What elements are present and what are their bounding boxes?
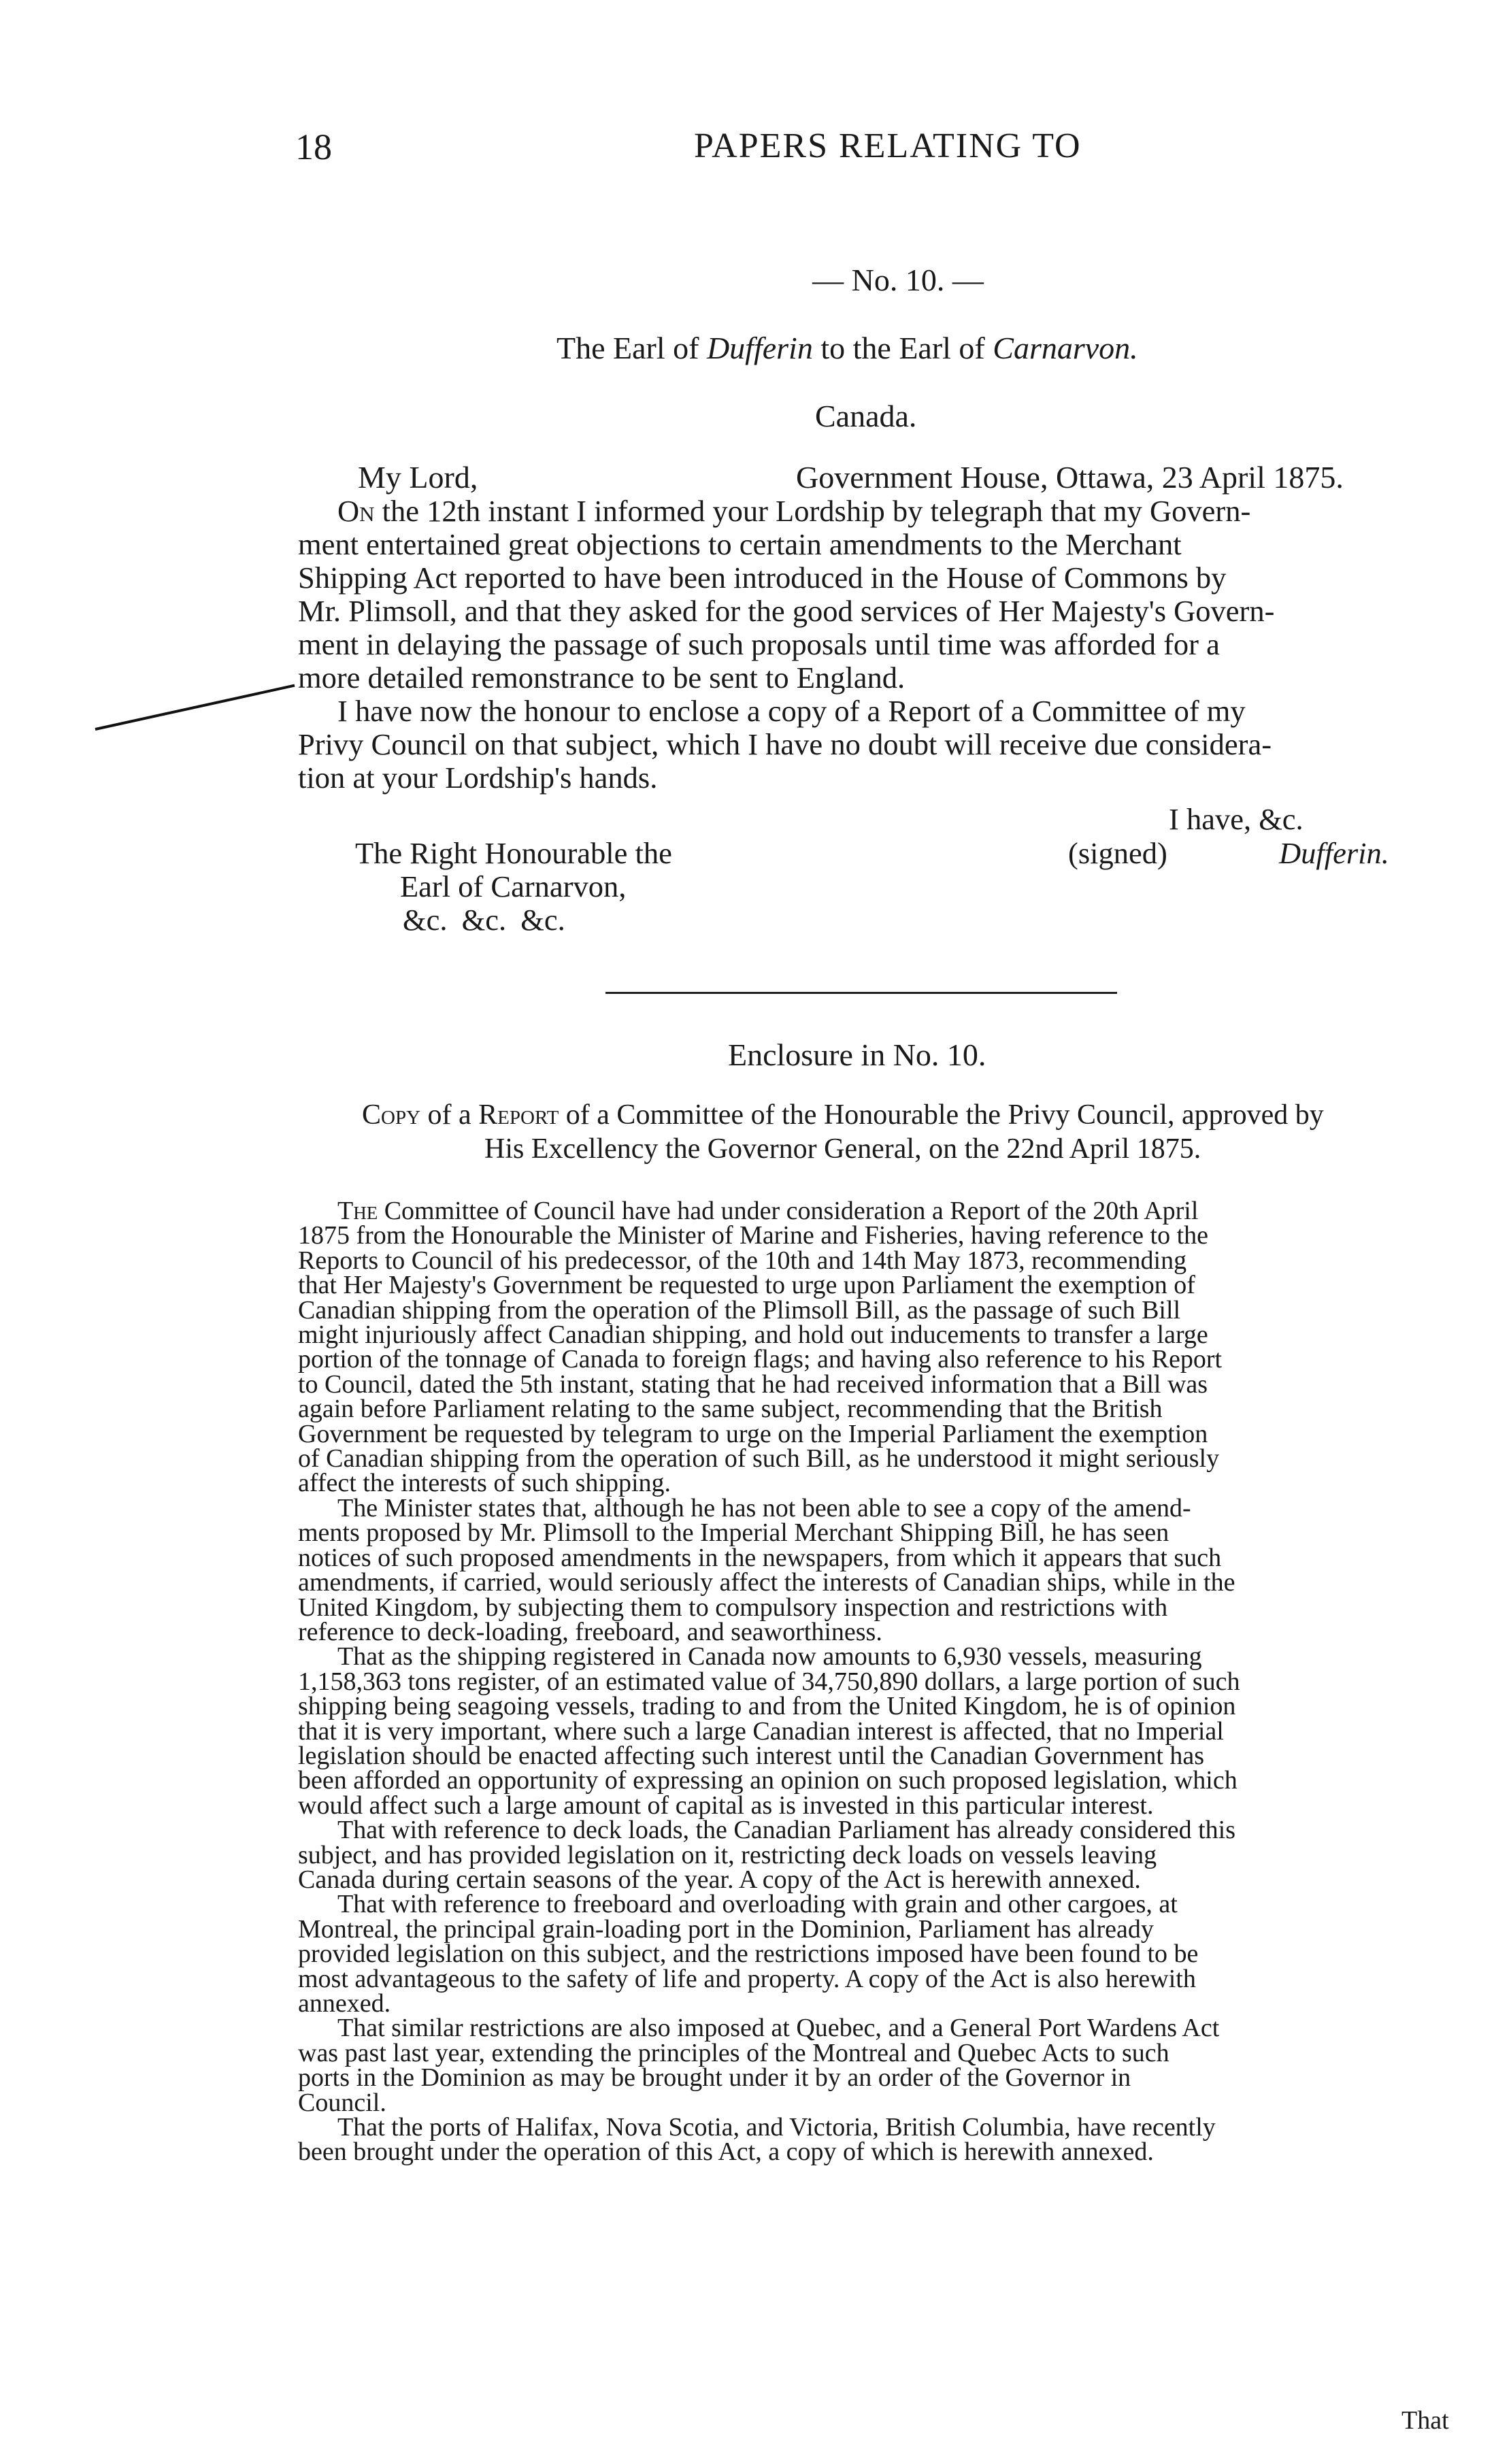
text-line: The Committee of Council have had under consideration a Report of the 20th April (337, 1197, 1199, 1225)
enclosure-caption-line-2: His Excellency the Governor General, on the 22nd April 1875. (484, 1133, 1201, 1165)
signature: Dufferin. (1279, 836, 1389, 870)
enclosure-body (298, 1199, 1458, 2165)
enclosure-title: Enclosure in No. 10. (728, 1037, 986, 1072)
text-line: again before Parliament relating to the same subject, recommending that the British (298, 1395, 1163, 1424)
margin-pen-mark (95, 684, 295, 731)
text-line: that it is very important, where such a large Canadian interest is affected, that no Imperial (298, 1716, 1224, 1746)
caption-of-a: of a (427, 1099, 471, 1131)
signed-label: (signed) (1068, 836, 1167, 870)
text-line: portion of the tonnage of Canada to foreign flags; and having also reference to his Report (298, 1345, 1223, 1374)
text-line: would affect such a large amount of capital as is invested in this particular interest. (298, 1791, 1154, 1820)
text-line: Reports to Council of his predecessor, of the 10th and 14th May 1873, recommending (298, 1246, 1187, 1275)
text-line: ments proposed by Mr. Plimsoll to the Imperial Merchant Shipping Bill, he has seen (298, 1518, 1169, 1548)
text-line: The Minister states that, although he has not been able to see a copy of the amend- (337, 1493, 1191, 1522)
text-line: Mr. Plimsoll, and that they asked for the good services of Her Majesty's Govern- (298, 594, 1275, 628)
heading-mid: to the Earl of (812, 331, 993, 365)
text-line: United Kingdom, by subjecting them to compulsory inspection and restrictions with (298, 1593, 1168, 1622)
caption-copy: Copy (362, 1099, 421, 1131)
text-line: ment entertained great objections to certain amendments to the Merchant (298, 527, 1182, 561)
caption-rest: of a Committee of the Honourable the Privy Council, approved by (565, 1099, 1324, 1131)
text-line: subject, and has provided legislation on it, restricting deck loads on vessels leaving (298, 1840, 1157, 1869)
text-line: most advantageous to the safety of life and property. A copy of the Act is also herewith (298, 1964, 1196, 1993)
letter-number: — No. 10. — (812, 263, 984, 297)
text-line: provided legislation on this subject, and the restrictions imposed have been found to be (298, 1939, 1199, 1969)
enclosure-caption-line-1 (362, 1099, 1324, 1131)
text-line: Montreal, the principal grain-loading port in the Dominion, Parliament has already (298, 1914, 1154, 1944)
text-line: 1875 from the Honourable the Minister of Marine and Fisheries, having reference to the (298, 1221, 1209, 1250)
text-line: That the ports of Halifax, Nova Scotia, and Victoria, British Columbia, have recently (337, 2113, 1216, 2142)
text-line: ment in delaying the passage of such proposals until time was afforded for a (298, 627, 1220, 661)
text-line: was past last year, extending the principles of the Montreal and Quebec Acts to such (298, 2038, 1169, 2067)
text-line: shipping being seagoing vessels, trading to and from the United Kingdom, he is of opinion (298, 1692, 1236, 1721)
text-line: reference to deck-loading, freeboard, and seaworthiness. (298, 1617, 882, 1646)
text-line: affect the interests of such shipping. (298, 1469, 671, 1498)
text-line: Shipping Act reported to have been introduced in the House of Commons by (298, 561, 1227, 595)
section-divider (605, 992, 1117, 994)
text-line: notices of such proposed amendments in the newspapers, from which it appears that such (298, 1543, 1222, 1572)
letter-paragraph-2 (298, 695, 1458, 795)
page-number: 18 (295, 127, 332, 167)
heading-to: Carnarvon. (993, 331, 1138, 365)
heading-prefix: The Earl of (557, 331, 707, 365)
text-line: that Her Majesty's Government be requested to urge upon Parliament the exemption of (298, 1271, 1195, 1300)
caption-report: Report (478, 1099, 559, 1131)
letter-paragraph-1 (298, 495, 1458, 695)
text-line: 1,158,363 tons register, of an estimated value of 34,750,890 dollars, a large portion of such (298, 1667, 1240, 1696)
text-line: Government be requested by telegram to urge on the Imperial Parliament the exemption (298, 1419, 1208, 1448)
opening-word: On (337, 494, 375, 528)
catchword: That (1401, 2406, 1449, 2435)
text-line: been afforded an opportunity of expressing an opinion on such proposed legislation, which (298, 1766, 1238, 1795)
text-line: of Canadian shipping from the operation of such Bill, as he understood it might seriously (298, 1444, 1220, 1474)
addressee-line-1: The Right Honourable the (355, 836, 672, 870)
addressee-line-3: &c. &c. &c. (403, 903, 565, 937)
text-line: That similar restrictions are also imposed at Quebec, and a General Port Wardens Act (337, 2014, 1220, 2043)
text-line: ports in the Dominion as may be brought under it by an order of the Governor in (298, 2063, 1131, 2093)
address-date: Government House, Ottawa, 23 April 1875. (796, 460, 1344, 495)
text-line: Canadian shipping from the operation of the Plimsoll Bill, as the passage of such Bill (298, 1295, 1181, 1325)
text-line: legislation should be enacted affecting such interest until the Canadian Government has (298, 1741, 1205, 1770)
running-title: PAPERS RELATING TO (694, 127, 1082, 165)
opening-word: The (337, 1197, 378, 1225)
text-line: Privy Council on that subject, which I have no doubt will receive due considera- (298, 727, 1272, 761)
text-line: Council. (298, 2088, 386, 2117)
text-line: On the 12th instant I informed your Lordship by telegraph that my Govern- (337, 494, 1251, 528)
text-line: amendments, if carried, would seriously affect the interests of Canadian ships, while in the (298, 1568, 1235, 1597)
addressee-line-2: Earl of Carnarvon, (400, 869, 627, 903)
heading-from: Dufferin (706, 331, 813, 365)
text-line: Canada during certain seasons of the year. A copy of the Act is herewith annexed. (298, 1865, 1141, 1894)
text-line: tion at your Lordship's hands. (298, 761, 658, 795)
text-line: more detailed remonstrance to be sent to England. (298, 661, 906, 695)
letter-heading (557, 330, 1138, 366)
text-line: been brought under the operation of this Act, a copy of which is herewith annexed. (298, 2137, 1154, 2167)
text-line: I have now the honour to enclose a copy of a Report of a Committee of my (337, 694, 1246, 728)
text-line: annexed. (298, 1989, 391, 2018)
text-line: That as the shipping registered in Canada now amounts to 6,930 vessels, measuring (337, 1642, 1202, 1671)
text-line: to Council, dated the 5th instant, stating that he had received information that a Bill was (298, 1369, 1208, 1399)
text-line: That with reference to deck loads, the Canadian Parliament has already considered this (337, 1816, 1235, 1845)
closing: I have, &c. (1169, 802, 1304, 836)
letter-place: Canada. (815, 399, 917, 433)
text-line: That with reference to freeboard and overloading with grain and other cargoes, at (337, 1890, 1178, 1919)
salutation: My Lord, (358, 460, 478, 495)
text-line: might injuriously affect Canadian shipping, and hold out inducements to transfer a large (298, 1320, 1208, 1350)
